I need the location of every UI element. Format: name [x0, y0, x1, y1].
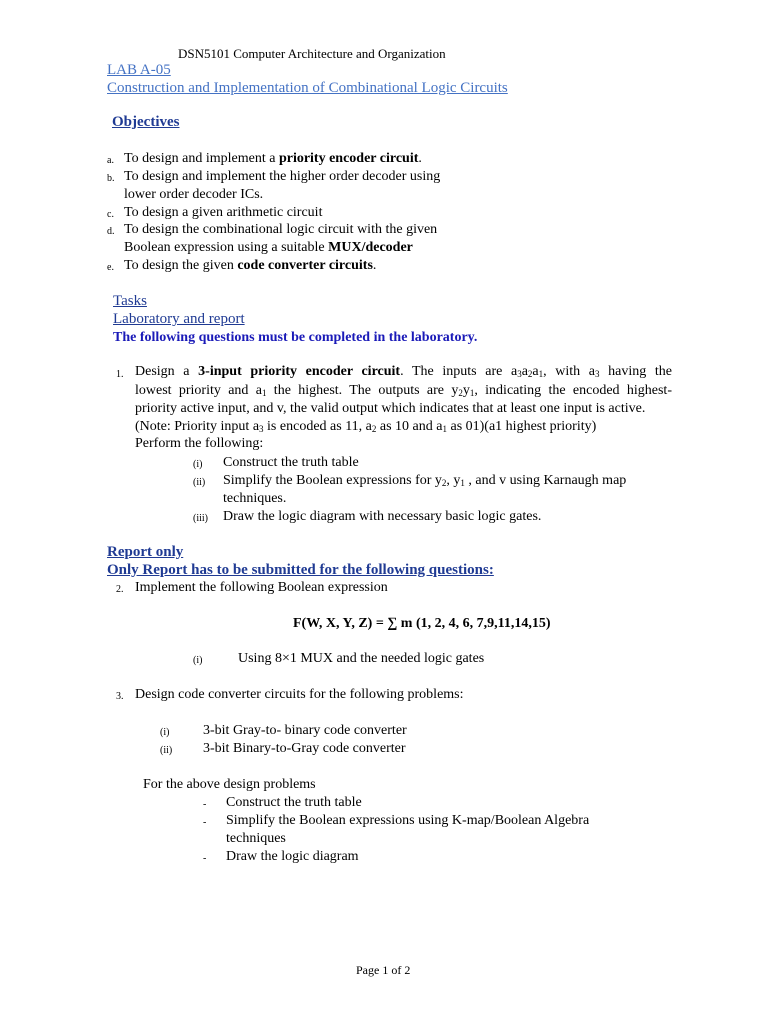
list-marker: a.: [107, 155, 114, 166]
boolean-equation: F(W, X, Y, Z) = ∑ m (1, 2, 4, 6, 7,9,11,14,15): [293, 616, 551, 631]
bullet-item: Simplify the Boolean expressions using K-map/Boolean Algebra: [226, 813, 590, 828]
question-3-text: Design code converter circuits for the following problems:: [135, 687, 464, 702]
report-subheading: Only Report has to be submitted for the following questions:: [107, 562, 494, 578]
sub-marker: (ii): [160, 745, 173, 756]
bullet-marker: -: [203, 799, 207, 810]
question-1-line-3: priority active input, and v, the valid output which indicates that at least one input is active.: [135, 401, 646, 416]
bullet-marker: -: [203, 853, 207, 864]
question-1-perform: Perform the following:: [135, 436, 264, 451]
question-marker: 3.: [116, 691, 124, 702]
list-marker: e.: [107, 262, 114, 273]
sub-item: Construct the truth table: [223, 455, 359, 470]
sub-marker: (ii): [193, 477, 206, 488]
list-item: To design and implement the higher order decoder using: [124, 169, 441, 184]
list-item-continuation: Boolean expression using a suitable MUX/decoder: [124, 240, 413, 255]
question-1-line-2: lowest priority and $a_1$ the highest. The outputs are $y_2y_1$, indicating the encoded highest-: [135, 383, 672, 398]
page-number: Page 1 of 2: [356, 963, 411, 977]
sub-marker: (iii): [193, 513, 208, 524]
list-marker: c.: [107, 209, 114, 220]
sub-marker: (i): [193, 655, 203, 666]
design-problems-intro: For the above design problems: [143, 777, 316, 792]
bullet-item-continuation: techniques: [226, 831, 286, 846]
lab-title: Construction and Implementation of Combinational Logic Circuits: [107, 80, 508, 96]
sub-marker: (i): [160, 727, 170, 738]
sub-item: 3-bit Gray-to- binary code converter: [203, 723, 407, 738]
question-1-line-1: Design a 3-input priority encoder circuit. The inputs are $a_3a_2a_1$, with $a_3$ having the: [135, 364, 672, 379]
list-item: To design and implement a priority encoder circuit.: [124, 151, 422, 166]
sub-item: Draw the logic diagram with necessary basic logic gates.: [223, 509, 542, 524]
question-marker: 2.: [116, 584, 124, 595]
question-1-note: (Note: Priority input $a_3$ is encoded as 11, $a_2$ as 10 and $a_1$ as 01)(a1 highest priority): [135, 419, 597, 434]
sub-item: Simplify the Boolean expressions for $y_2$, $y_1$ , and v using Karnaugh map: [223, 473, 627, 488]
list-item: To design a given arithmetic circuit: [124, 205, 323, 220]
report-heading: Report only: [107, 544, 184, 560]
question-marker: 1.: [116, 369, 124, 380]
objectives-heading: Objectives: [112, 114, 180, 130]
list-item: To design the given code converter circuits.: [124, 258, 377, 273]
list-item: To design the combinational logic circuit with the given: [124, 222, 438, 237]
lab-report-heading: Laboratory and report: [113, 311, 245, 327]
bullet-item: Draw the logic diagram: [226, 849, 359, 864]
lab-note: The following questions must be completed in the laboratory.: [113, 330, 478, 345]
bullet-item: Construct the truth table: [226, 795, 362, 810]
bullet-marker: -: [203, 817, 207, 828]
lab-code: LAB A-05: [107, 62, 171, 78]
sub-item-continuation: techniques.: [223, 491, 287, 506]
list-item-continuation: lower order decoder ICs.: [124, 187, 264, 202]
list-marker: b.: [107, 173, 115, 184]
sub-item: 3-bit Binary-to-Gray code converter: [203, 741, 406, 756]
course-title: DSN5101 Computer Architecture and Organization: [178, 46, 446, 61]
tasks-heading: Tasks: [113, 293, 147, 309]
sub-item: Using 8×1 MUX and the needed logic gates: [238, 651, 485, 666]
list-marker: d.: [107, 226, 115, 237]
sub-marker: (i): [193, 459, 203, 470]
question-2-text: Implement the following Boolean expression: [135, 580, 388, 595]
